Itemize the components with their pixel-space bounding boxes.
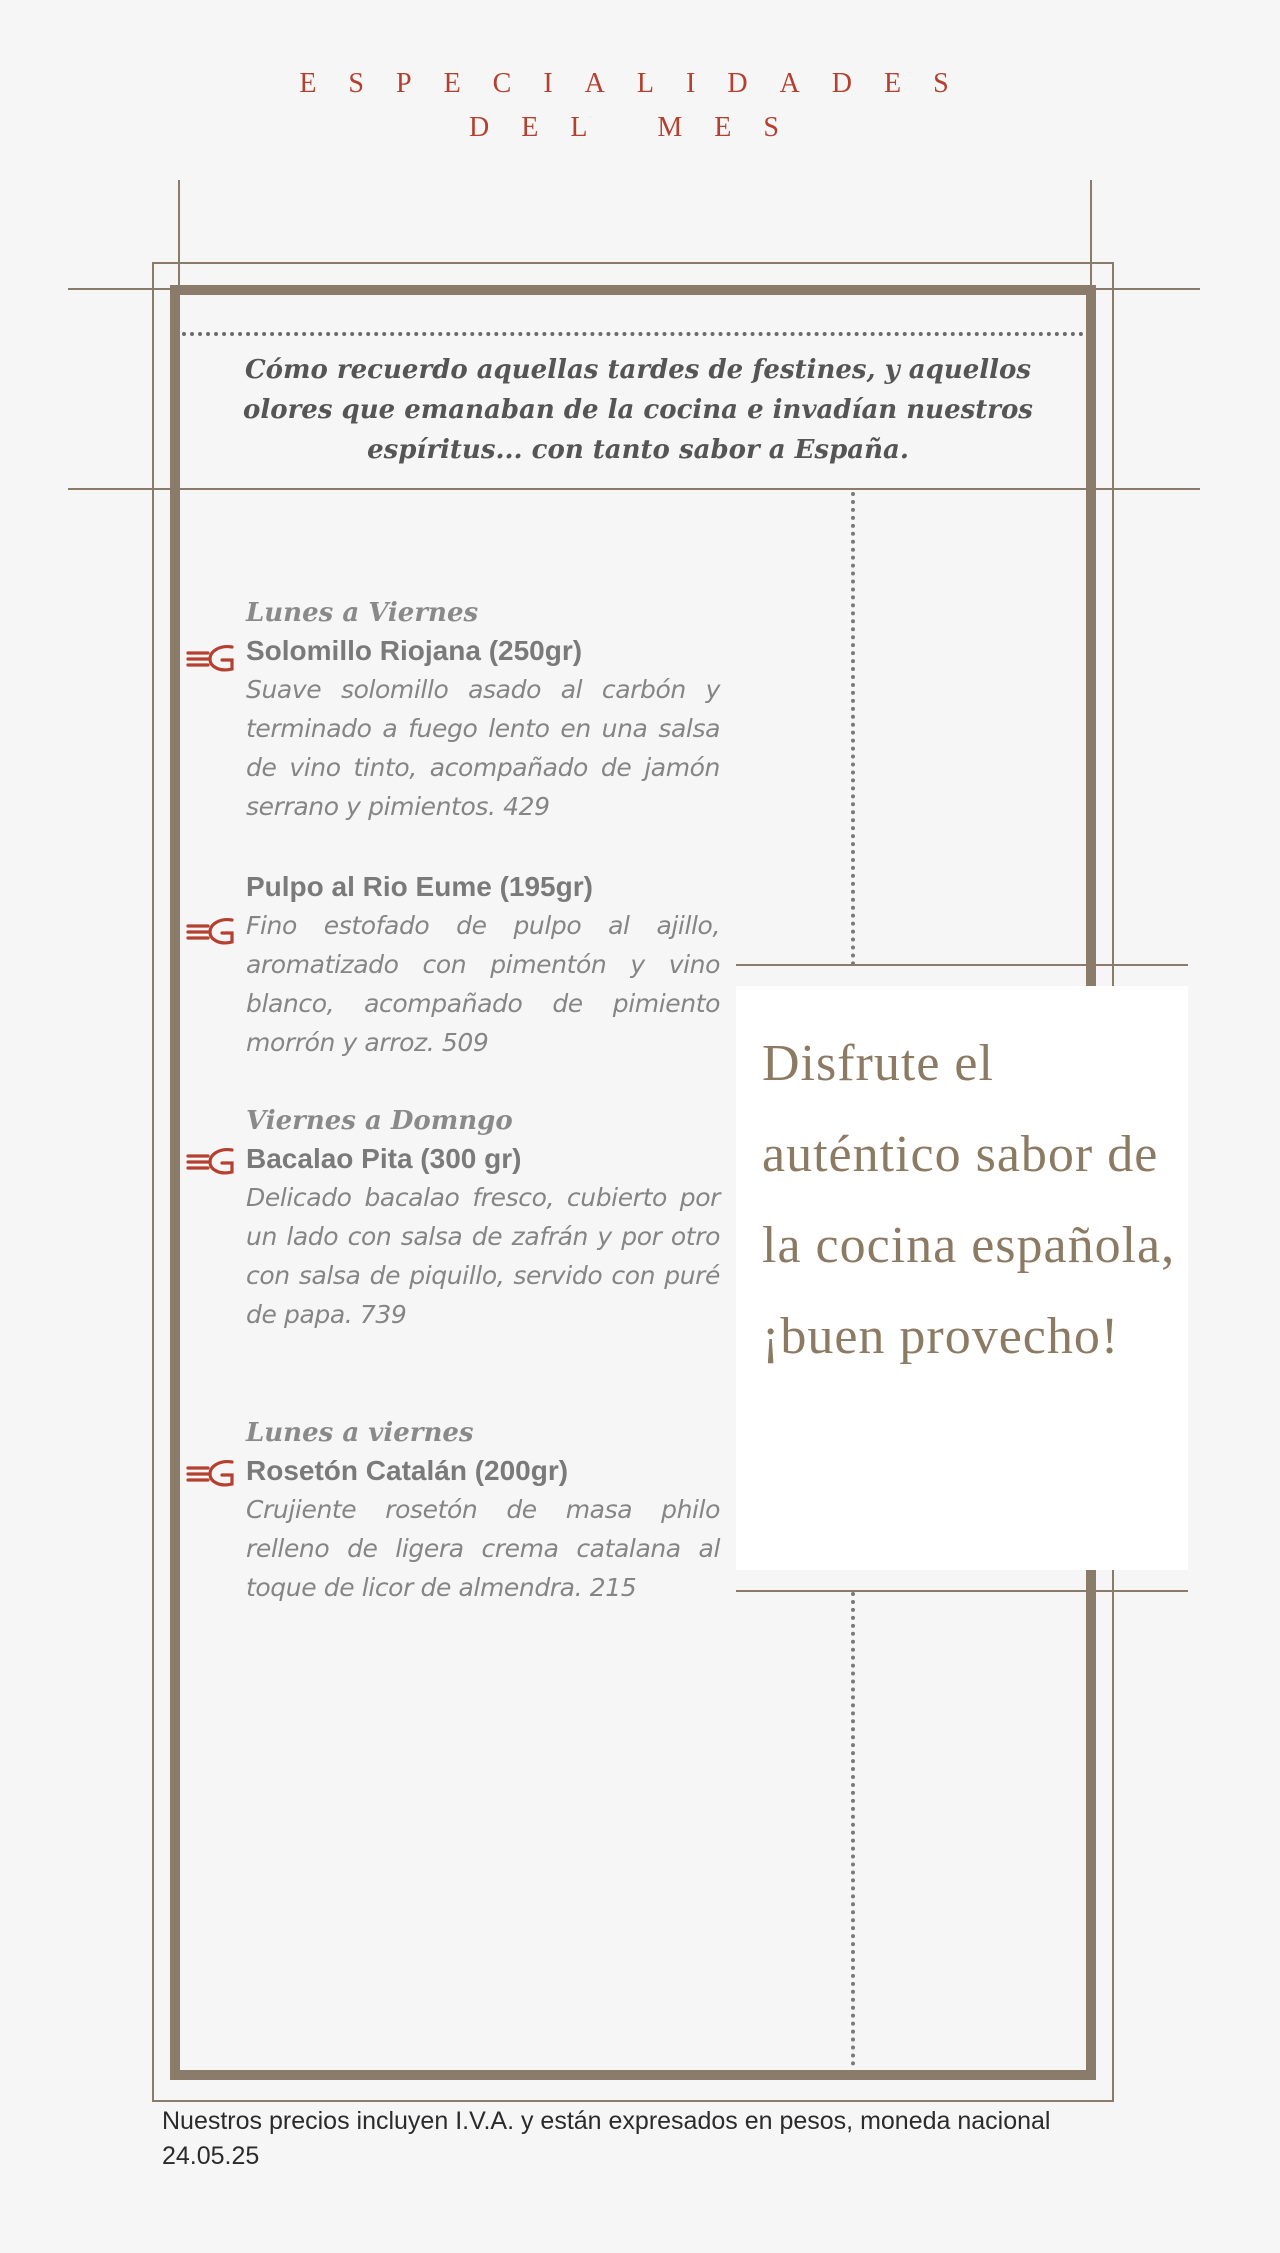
menu-item-roseton	[246, 1414, 720, 1607]
fork-icon	[186, 1456, 236, 1490]
menu-item-bacalao	[246, 1102, 720, 1334]
frame-line-header	[68, 488, 1200, 490]
callout-line-top	[736, 964, 1188, 966]
frame-line-top	[68, 288, 1200, 290]
dotted-divider	[182, 332, 1084, 336]
fork-icon	[186, 641, 236, 675]
item-description: Suave solomillo asado al carbón y terminado a fuego lento en una salsa de vino tinto, acompañado de jamón serrano y pimientos. 429	[246, 675, 720, 821]
item-description: Fino estofado de pulpo al ajillo, aromatizado con pimentón y vino blanco, acompañado de pimiento morrón y arroz. 509	[246, 911, 720, 1057]
item-day: Lunes a viernes	[246, 1418, 474, 1448]
fork-icon	[186, 1144, 236, 1178]
dotted-column-upper	[851, 492, 855, 966]
item-day: Lunes a Viernes	[246, 598, 479, 628]
item-name: Bacalao Pita (300 gr)	[246, 1143, 522, 1174]
item-name: Rosetón Catalán (200gr)	[246, 1455, 569, 1486]
item-description: Delicado bacalao fresco, cubierto por un lado con salsa de zafrán y por otro con salsa de piquillo, servido con puré de papa. 739	[246, 1183, 720, 1329]
item-description: Crujiente rosetón de masa philo relleno de ligera crema catalana al toque de licor de almendra. 215	[246, 1495, 720, 1602]
fork-icon	[186, 914, 236, 948]
footer-date: 24.05.25	[162, 2142, 260, 2170]
price-note: Nuestros precios incluyen I.V.A. y están expresados en pesos, moneda nacional	[162, 2107, 1051, 2135]
menu-item-solomillo	[246, 594, 720, 826]
dotted-column-lower	[851, 1592, 855, 2066]
item-day: Viernes a Domngo	[246, 1106, 513, 1136]
page-title-line2: DEL MES	[469, 112, 811, 143]
item-name: Solomillo Riojana (250gr)	[246, 635, 583, 666]
intro-quote: Cómo recuerdo aquellas tardes de festines, y aquellos olores que emanaban de la cocina e invadían nuestros espíritus... con tanto sabor a España.	[243, 355, 1033, 465]
footer	[162, 2104, 1262, 2174]
callout-line-bottom	[736, 1590, 1188, 1592]
item-name: Pulpo al Rio Eume (195gr)	[246, 871, 593, 902]
callout-text: Disfrute el auténtico sabor de la cocina española, ¡buen provecho!	[762, 1035, 1176, 1365]
menu-item-pulpo	[246, 868, 720, 1062]
page-title-line1: ESPECIALIDADES	[299, 68, 981, 99]
